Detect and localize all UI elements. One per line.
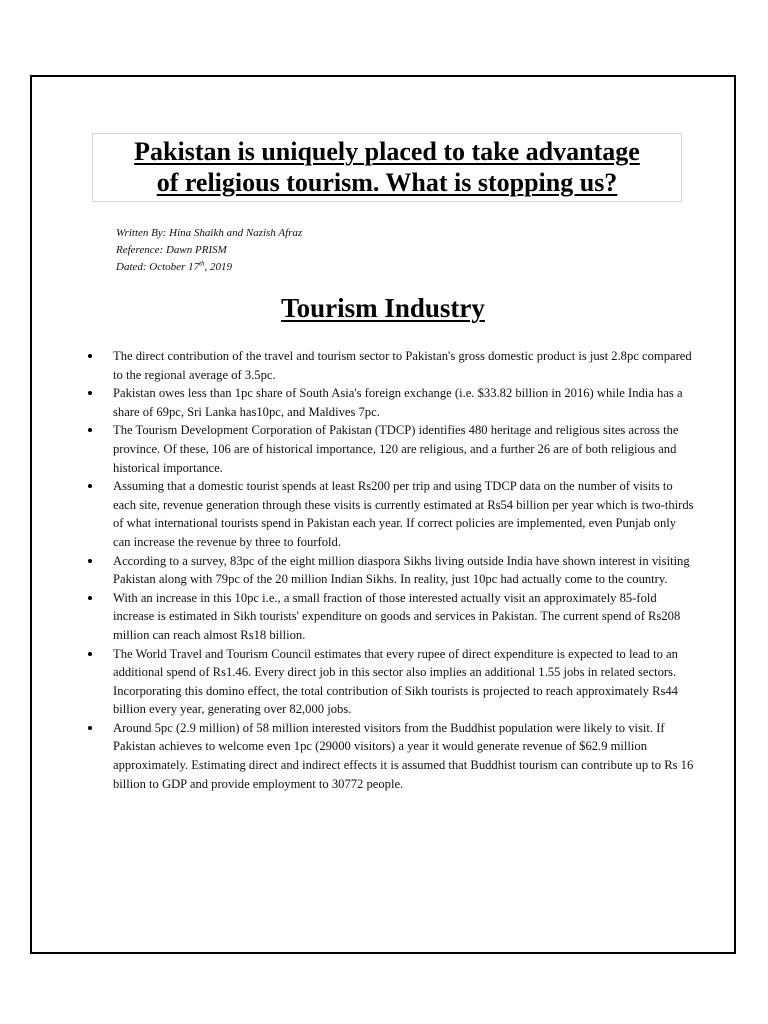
bullet-text: According to a survey, 83pc of the eight million diaspora Sikhs living outside India have shown interest in visiting Pakistan along with 79pc of the 20 million Indian Sikhs. In reality, just 10pc had actually come to the country. (113, 553, 690, 587)
list-item (84, 421, 696, 477)
list-item (84, 384, 696, 421)
meta-date (116, 259, 302, 276)
bullet-text: The Tourism Development Corporation of Pakistan (TDCP) identifies 480 heritage and religious sites across the province. Of these, 106 are of historical importance, 120 are religious, and a further 26 are of both religious and historical importance. (113, 423, 679, 475)
meta-author: Written By: Hina Shaikh and Nazish Afraz (116, 227, 303, 239)
bullet-dot-icon (88, 652, 92, 656)
meta-reference: Reference: Dawn PRISM (116, 244, 227, 256)
bullet-text: With an increase in this 10pc i.e., a small fraction of those interested actually visit an approximately 85-fold increase is estimated in Sikh tourists' expenditure on goods and services in Pakistan. The current spend of Rs208 million can reach almost Rs18 billion. (113, 590, 681, 642)
list-item (84, 552, 696, 589)
meta-date-suffix: , 2019 (204, 261, 233, 273)
meta-date-prefix: Dated: October 17 (116, 261, 200, 273)
bullet-dot-icon (88, 391, 92, 395)
bullet-text: The World Travel and Tourism Council estimates that every rupee of direct expenditure is expected to lead to an additional spend of Rs1.46. Every direct job in this sector also implies an additional 1.55 jobs in related sectors. Incorporating this domino effect, the total contribution of Sikh tourists is projected to reach approximately Rs44 billion every year, generating over 82,000 jobs. (113, 646, 678, 717)
list-item (84, 477, 696, 551)
meta-date-superscript: th (199, 259, 205, 268)
bullet-text: Around 5pc (2.9 million) of 58 million interested visitors from the Buddhist population were likely to visit. If Pakistan achieves to welcome even 1pc (29000 visitors) a year it would generate revenue of $62.9 million approximately. Estimating direct and indirect effects it is assumed that Buddhist tourism can contribute up to Rs 16 billion to GDP and provide employment to 30772 people. (113, 720, 694, 791)
list-item (84, 347, 696, 384)
list-item (84, 645, 696, 719)
bullet-dot-icon (88, 559, 92, 563)
title-line-1: Pakistan is uniquely placed to take advantage (134, 137, 640, 166)
title-line-2: of religious tourism. What is stopping us? (156, 168, 618, 197)
bullet-dot-icon (88, 428, 92, 432)
bullet-text: Assuming that a domestic tourist spends at least Rs200 per trip and using TDCP data on the number of visits to each site, revenue generation through these visits is currently estimated at Rs54 billion per year which is two-thirds of what international tourists spend in Pakistan each year. If correct policies are implemented, even Punjab only can increase the revenue by three to fourfold. (113, 479, 694, 549)
bullet-text: The direct contribution of the travel and tourism sector to Pakistan's gross domestic product is just 2.8pc compared to the regional average of 3.5pc. (113, 349, 692, 382)
bullet-dot-icon (88, 484, 92, 488)
section-heading: Tourism Industry (281, 293, 485, 323)
document-page (30, 75, 736, 954)
bullet-dot-icon (88, 596, 92, 600)
document-meta (116, 225, 302, 276)
bullet-dot-icon (88, 354, 92, 358)
bullet-dot-icon (88, 726, 92, 730)
list-item (84, 589, 696, 645)
bullet-text: Pakistan owes less than 1pc share of South Asia's foreign exchange (i.e. $33.82 billion in 2016) while India has a share of 69pc, Sri Lanka has10pc, and Maldives 7pc. (113, 386, 683, 419)
document-title (92, 133, 682, 202)
bullet-list (84, 347, 696, 793)
list-item (84, 719, 696, 793)
